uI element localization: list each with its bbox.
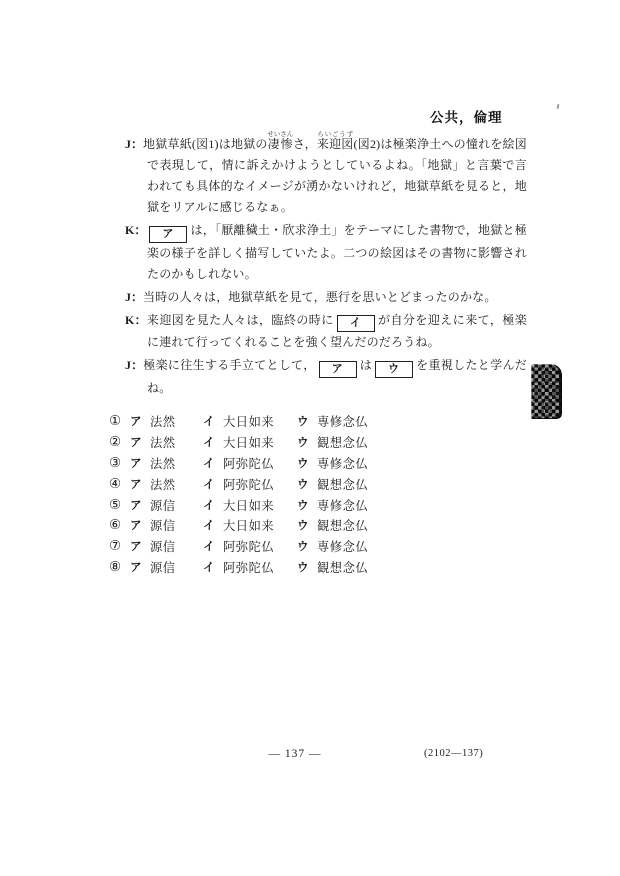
answer-blank-box: イ	[337, 315, 375, 332]
answer-options-list	[109, 411, 449, 577]
option-value: 大日如来	[223, 498, 275, 513]
option-kana-label: ウ	[297, 416, 309, 429]
option-kana-label: イ	[203, 457, 215, 470]
option-number: ⑦	[109, 538, 122, 554]
option-kana-label: イ	[203, 541, 215, 554]
option-kana-label: ア	[130, 561, 142, 574]
ruby-annotated-word: 来迎図らいごうず	[316, 131, 354, 151]
option-kana-label: ウ	[297, 437, 309, 450]
option-value: 法然	[150, 456, 176, 471]
answer-blank-box: ア	[319, 361, 357, 378]
answer-blank-box: ア	[149, 226, 187, 243]
option-kana-label: ウ	[297, 520, 309, 533]
option-row	[109, 557, 449, 578]
option-kana-label: イ	[203, 520, 215, 533]
option-number: ⑤	[109, 496, 122, 512]
option-kana-label: ア	[130, 457, 142, 470]
speaker-label: K：	[125, 223, 147, 237]
option-kana-label: ア	[130, 541, 142, 554]
option-kana-label: ウ	[297, 499, 309, 512]
option-value: 阿弥陀仏	[223, 477, 275, 492]
option-value: 法然	[150, 477, 176, 492]
dialogue-line: J：当時の人々は，地獄草紙を見て，悪行を思いとどまったのかな。	[125, 289, 497, 304]
option-value: 専修念仏	[317, 415, 369, 430]
option-value: 阿弥陀仏	[223, 560, 275, 575]
option-value: 観想念仏	[317, 477, 369, 492]
option-kana-label: イ	[203, 437, 215, 450]
option-kana-label: ア	[130, 499, 142, 512]
scan-artifact-dot	[557, 104, 560, 109]
option-value: 阿弥陀仏	[223, 456, 275, 471]
speaker-label: J：	[125, 137, 144, 151]
option-row	[109, 453, 449, 474]
option-kana-label: ウ	[297, 541, 309, 554]
option-kana-label: ア	[130, 520, 142, 533]
option-kana-label: ウ	[297, 457, 309, 470]
subject-header: 公共，倫理	[430, 110, 503, 125]
option-value: 大日如来	[223, 519, 275, 534]
option-value: 法然	[150, 415, 176, 430]
option-value: 源信	[150, 560, 176, 575]
dialogue-line: K：来迎図を見た人々は，臨終の時に イ が自分を迎えに来て，極楽に連れて行ってくれることを強く望んだのだろうね。	[125, 312, 527, 349]
option-number: ②	[109, 434, 122, 450]
speaker-label: K：	[125, 312, 147, 327]
option-value: 源信	[150, 498, 176, 513]
option-kana-label: ウ	[297, 561, 309, 574]
option-value: 源信	[150, 519, 176, 534]
page-footer	[0, 748, 620, 768]
option-row	[109, 536, 449, 557]
option-number: ④	[109, 475, 122, 491]
dialogue-line: J：地獄草紙(図1)は地獄の凄惨せいさんさ，来迎図らいごうず(図2)は極楽浄土への憧れを絵図で表現して，情に訴えかけようとしているよね。「地獄」と言葉で言われても具体的なイメージが湧かないけれど，地獄草紙を見ると，地獄をリアルに感じるなぁ。	[125, 131, 527, 214]
dialogue-line: J：極楽に往生する手立てとして， ア は ウ を重視したと学んだね。	[125, 358, 527, 395]
option-value: 観想念仏	[317, 519, 369, 534]
speaker-label: J：	[125, 289, 144, 304]
option-row	[109, 515, 449, 536]
option-value: 大日如来	[223, 436, 275, 451]
print-code: (2102—137)	[424, 748, 484, 759]
option-row	[109, 494, 449, 515]
option-number: ⑥	[109, 517, 122, 533]
page-number: — 137 —	[268, 748, 322, 760]
option-value: 阿弥陀仏	[223, 540, 275, 555]
option-number: ⑧	[109, 558, 122, 574]
option-row	[109, 473, 449, 494]
option-value: 専修念仏	[317, 456, 369, 471]
answer-blank-box: ウ	[375, 361, 413, 378]
option-kana-label: イ	[203, 478, 215, 491]
option-value: 法然	[150, 436, 176, 451]
option-number: ③	[109, 454, 122, 470]
option-value: 観想念仏	[317, 560, 369, 575]
option-value: 専修念仏	[317, 540, 369, 555]
dialogue-line: K： ア は，「厭離穢土・欣求浄土」をテーマにした書物で，地獄と極楽の様子を詳しく描写していたよ。二つの絵図はその書物に影響されたのかもしれない。	[125, 223, 527, 281]
option-kana-label: ア	[130, 478, 142, 491]
option-value: 大日如来	[223, 415, 275, 430]
pixelated-stamp	[531, 364, 562, 419]
option-kana-label: イ	[203, 499, 215, 512]
option-row	[109, 432, 449, 453]
ruby-annotated-word: 凄惨せいさん	[267, 131, 294, 151]
option-value: 観想念仏	[317, 436, 369, 451]
option-kana-label: イ	[203, 416, 215, 429]
option-value: 専修念仏	[317, 498, 369, 513]
option-number: ①	[109, 413, 122, 429]
option-kana-label: ア	[130, 416, 142, 429]
option-row	[109, 411, 449, 432]
option-value: 源信	[150, 540, 176, 555]
dialogue-section	[125, 131, 527, 401]
option-kana-label: イ	[203, 561, 215, 574]
speaker-label: J：	[125, 358, 144, 372]
option-kana-label: ウ	[297, 478, 309, 491]
option-kana-label: ア	[130, 437, 142, 450]
